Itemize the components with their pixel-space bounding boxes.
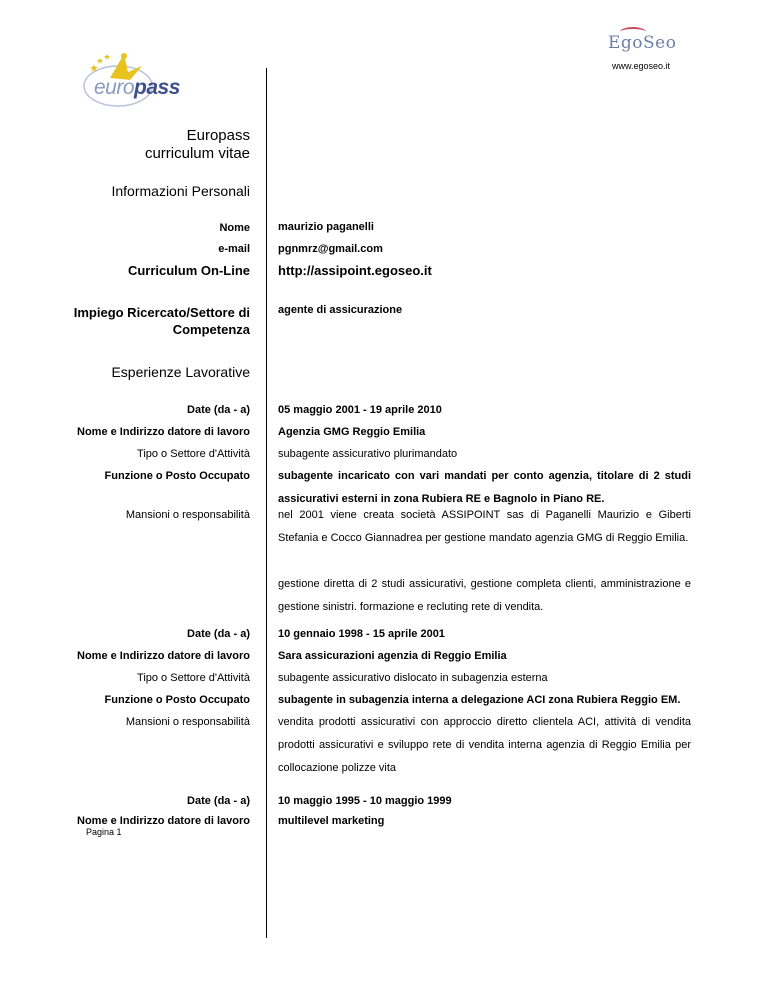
job2-employer: Sara assicurazioni agenzia di Reggio Emilia — [278, 650, 507, 662]
job1-date: 05 maggio 2001 - 19 aprile 2010 — [278, 404, 442, 416]
job1-duties-label: Mansioni o responsabilità — [125, 509, 250, 521]
job2-role: subagente in subagenzia interna a delegazione ACI zona Rubiera Reggio EM. — [278, 694, 681, 706]
email-value[interactable]: pgnmrz@gmail.com — [278, 243, 383, 255]
job1-role-label: Funzione o Posto Occupato — [104, 470, 250, 482]
cv-online-label: Curriculum On-Line — [127, 263, 250, 278]
job1-duties-p2: gestione diretta di 2 studi assicurativi, gestione completa clienti, amministrazione e gestione sinistri. formazione e recluting rete di vendita. — [278, 578, 691, 613]
cv-online-link[interactable]: http://assipoint.egoseo.it — [278, 263, 432, 278]
job1-employer: Agenzia GMG Reggio Emilia — [278, 426, 426, 438]
employment-label-line2: Competenza — [172, 322, 250, 337]
column-divider — [266, 68, 267, 938]
job2-duties-label: Mansioni o responsabilità — [125, 716, 250, 728]
job3-employer-label: Nome e Indirizzo datore di lavoro — [77, 815, 250, 827]
job2-date-label: Date (da - a) — [187, 628, 250, 640]
job3-date: 10 maggio 1995 - 10 maggio 1999 — [278, 795, 452, 807]
job2-date: 10 gennaio 1998 - 15 aprile 2001 — [278, 628, 445, 640]
personal-info-heading: Informazioni Personali — [111, 183, 250, 199]
cv-subtitle: curriculum vitae — [144, 145, 250, 162]
egoseo-swirl-icon — [620, 27, 646, 37]
job3-employer: multilevel marketing — [278, 815, 385, 827]
job1-employer-label: Nome e Indirizzo datore di lavoro — [77, 426, 250, 438]
job2-sector: subagente assicurativo dislocato in subagenzia esterna — [278, 672, 548, 684]
name-label: Nome — [219, 222, 250, 234]
job1-duties-p1: nel 2001 viene creata società ASSIPOINT sas di Paganelli Maurizio e Giberti Stefania e Cocco Giannadrea per gestione mandato agenzia GMG di Reggio Emilia. — [278, 509, 691, 544]
egoseo-logo: EgoSeo — [608, 33, 676, 53]
job2-sector-label: Tipo o Settore d'Attività — [137, 672, 250, 684]
job1-sector: subagente assicurativo plurimandato — [278, 448, 458, 460]
name-value: maurizio paganelli — [278, 221, 374, 233]
job2-employer-label: Nome e Indirizzo datore di lavoro — [77, 650, 250, 662]
page-number: Pagina 1 — [86, 827, 122, 837]
job3-date-label: Date (da - a) — [187, 795, 250, 807]
employment-label-line1: Impiego Ricercato/Settore di — [73, 305, 250, 320]
job1-role: subagente incaricato con vari mandati per conto agenzia, titolare di 2 studi assicurativi esterni in zona Rubiera RE e Bagnolo in Piano RE. — [278, 470, 691, 505]
job2-role-label: Funzione o Posto Occupato — [104, 694, 250, 706]
experience-heading: Esperienze Lavorative — [111, 364, 250, 380]
cv-title: Europass — [186, 127, 250, 144]
europass-wordmark: europass — [94, 76, 180, 99]
employment-value: agente di assicurazione — [278, 304, 403, 316]
job1-sector-label: Tipo o Settore d'Attività — [137, 448, 250, 460]
egoseo-url[interactable]: www.egoseo.it — [611, 61, 670, 71]
job2-duties-p1: vendita prodotti assicurativi con approccio diretto clientela ACI, attività di vendita prodotti assicurativi e sviluppo rete di vendita interna agenzia di Reggio Emilia per collocazione polizze vita — [278, 716, 691, 774]
job1-date-label: Date (da - a) — [187, 404, 250, 416]
email-label: e-mail — [218, 243, 250, 255]
